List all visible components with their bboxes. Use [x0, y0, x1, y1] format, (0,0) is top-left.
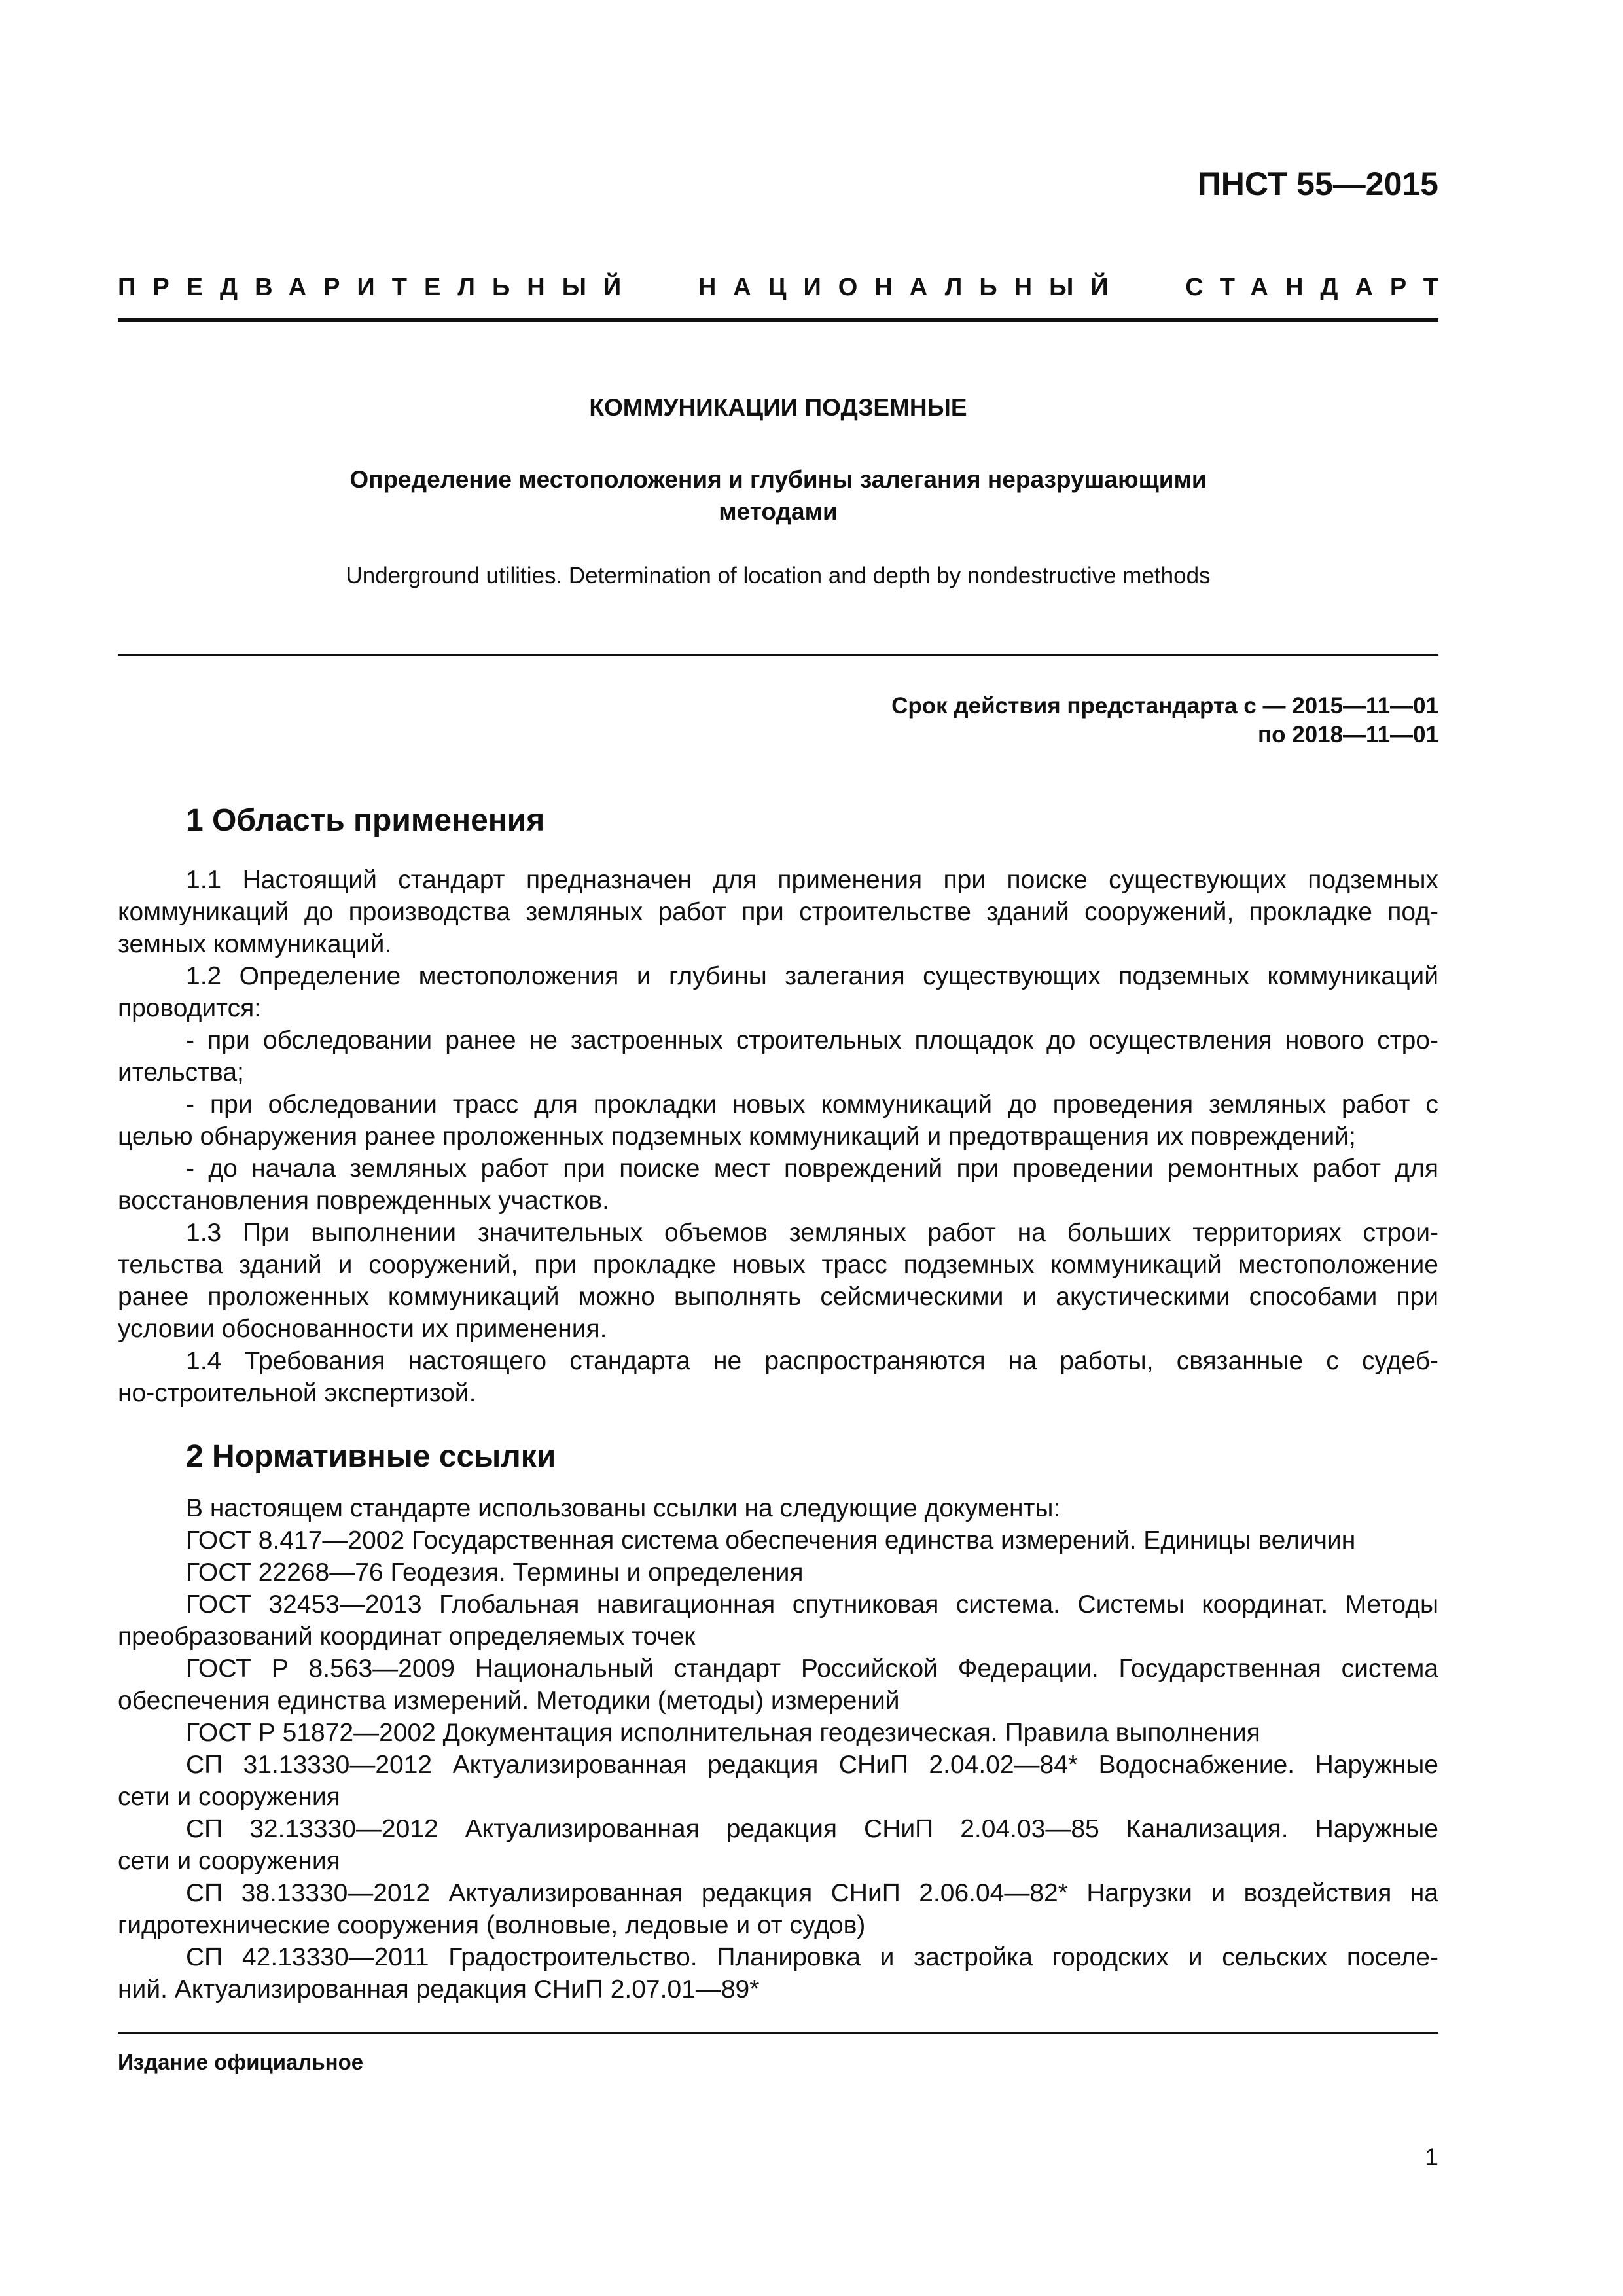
text-line: ГОСТ Р 8.563—2009 Национальный стандарт Российской Федерации. Государственная система	[186, 1655, 1438, 1683]
section-body-scope	[118, 864, 1438, 1409]
title-divider	[118, 654, 1438, 656]
text-line: условии обоснованности их применения.	[118, 1315, 607, 1343]
section-body-normative-references	[118, 1492, 1438, 2005]
text-line: ранее проложенных коммуникаций можно выполнять сейсмическими и акустическими способами при	[118, 1283, 1438, 1311]
subtitle	[118, 463, 1438, 528]
validity-to: по 2018—11—01	[1257, 722, 1438, 747]
text-line: но-строительной экспертизой.	[118, 1379, 476, 1407]
validity-from: Срок действия предстандарта с — 2015—11—01	[891, 693, 1438, 719]
text-line: - при обследовании трасс для прокладки новых коммуникаций до проведения земляных работ с	[186, 1090, 1438, 1119]
standard-type-word: ПРЕДВАРИТЕЛЬНЫЙ	[118, 274, 639, 301]
standard-type-word: СТАНДАРТ	[1185, 274, 1455, 301]
section-heading-scope: 1 Область применения	[186, 803, 545, 838]
text-line: проводится:	[118, 994, 262, 1022]
text-line: ГОСТ 8.417—2002 Государственная система обеспечения единства измерений. Единицы величин	[186, 1526, 1356, 1554]
text-line: целью обнаружения ранее проложенных подземных коммуникаций и предотвращения их повреждений;	[118, 1122, 1356, 1151]
document-number: ПНСТ 55—2015	[1197, 166, 1438, 202]
text-line: ГОСТ 22268—76 Геодезия. Термины и определения	[186, 1558, 804, 1587]
subtitle-line: методами	[719, 498, 838, 525]
main-title: КОММУНИКАЦИИ ПОДЗЕМНЫЕ	[589, 394, 967, 421]
page-number: 1	[1425, 2144, 1438, 2170]
text-line: В настоящем стандарте использованы ссылки на следующие документы:	[186, 1494, 1061, 1522]
text-line: сети и сооружения	[118, 1847, 340, 1875]
text-line: 1.3 При выполнении значительных объемов земляных работ на больших территориях строи-	[186, 1219, 1438, 1247]
section-heading-normative-references: 2 Нормативные ссылки	[186, 1439, 556, 1474]
official-edition-label: Издание официальное	[118, 2050, 364, 2074]
text-line: коммуникаций до производства земляных работ при строительстве зданий сооружений, прокладке под-	[118, 898, 1438, 926]
text-line: СП 31.13330—2012 Актуализированная редакция СНиП 2.04.02—84* Водоснабжение. Наружные	[186, 1751, 1438, 1779]
text-line: ГОСТ Р 51872—2002 Документация исполнительная геодезическая. Правила выполнения	[186, 1719, 1260, 1747]
text-line: СП 42.13330—2011 Градостроительство. Планировка и застройка городских и сельских поселе-	[186, 1943, 1438, 1971]
text-line: преобразований координат определяемых точек	[118, 1623, 696, 1651]
text-line: СП 32.13330—2012 Актуализированная редакция СНиП 2.04.03—85 Канализация. Наружные	[186, 1815, 1438, 1843]
text-line: 1.4 Требования настоящего стандарта не распространяются на работы, связанные с судеб-	[186, 1347, 1438, 1375]
text-line: 1.1 Настоящий стандарт предназначен для применения при поиске существующих подземных	[186, 866, 1438, 894]
text-line: - до начала земляных работ при поиске мест повреждений при проведении ремонтных работ для	[186, 1155, 1438, 1183]
text-line: - при обследовании ранее не застроенных строительных площадок до осуществления нового стро-	[186, 1026, 1438, 1054]
text-line: тельства зданий и сооружений, при прокладке новых трасс подземных коммуникаций местоположение	[118, 1251, 1438, 1279]
header-divider	[118, 318, 1438, 322]
text-line: обеспечения единства измерений. Методики (методы) измерений	[118, 1687, 900, 1715]
text-line: ний. Актуализированная редакция СНиП 2.07.01—89*	[118, 1975, 760, 2003]
text-line: земных коммуникаций.	[118, 930, 392, 958]
text-line: ГОСТ 32453—2013 Глобальная навигационная спутниковая система. Системы координат. Методы	[186, 1590, 1438, 1619]
standard-type-word: НАЦИОНАЛЬНЫЙ	[698, 274, 1126, 301]
text-line: 1.2 Определение местоположения и глубины залегания существующих подземных коммуникаций	[186, 962, 1438, 990]
text-line: сети и сооружения	[118, 1783, 340, 1811]
text-line: восстановления поврежденных участков.	[118, 1187, 609, 1215]
subtitle-line: Определение местоположения и глубины залегания неразрушающими	[349, 466, 1207, 493]
text-line: СП 38.13330—2012 Актуализированная редакция СНиП 2.06.04—82* Нагрузки и воздействия на	[186, 1879, 1438, 1907]
standard-type-title	[118, 274, 1455, 302]
validity-period	[891, 692, 1438, 749]
text-line: гидротехнические сооружения (волновые, ледовые и от судов)	[118, 1911, 866, 1939]
footer-divider	[118, 2032, 1438, 2034]
text-line: ительства;	[118, 1058, 244, 1086]
english-title: Underground utilities. Determination of location and depth by nondestructive methods	[346, 563, 1211, 588]
